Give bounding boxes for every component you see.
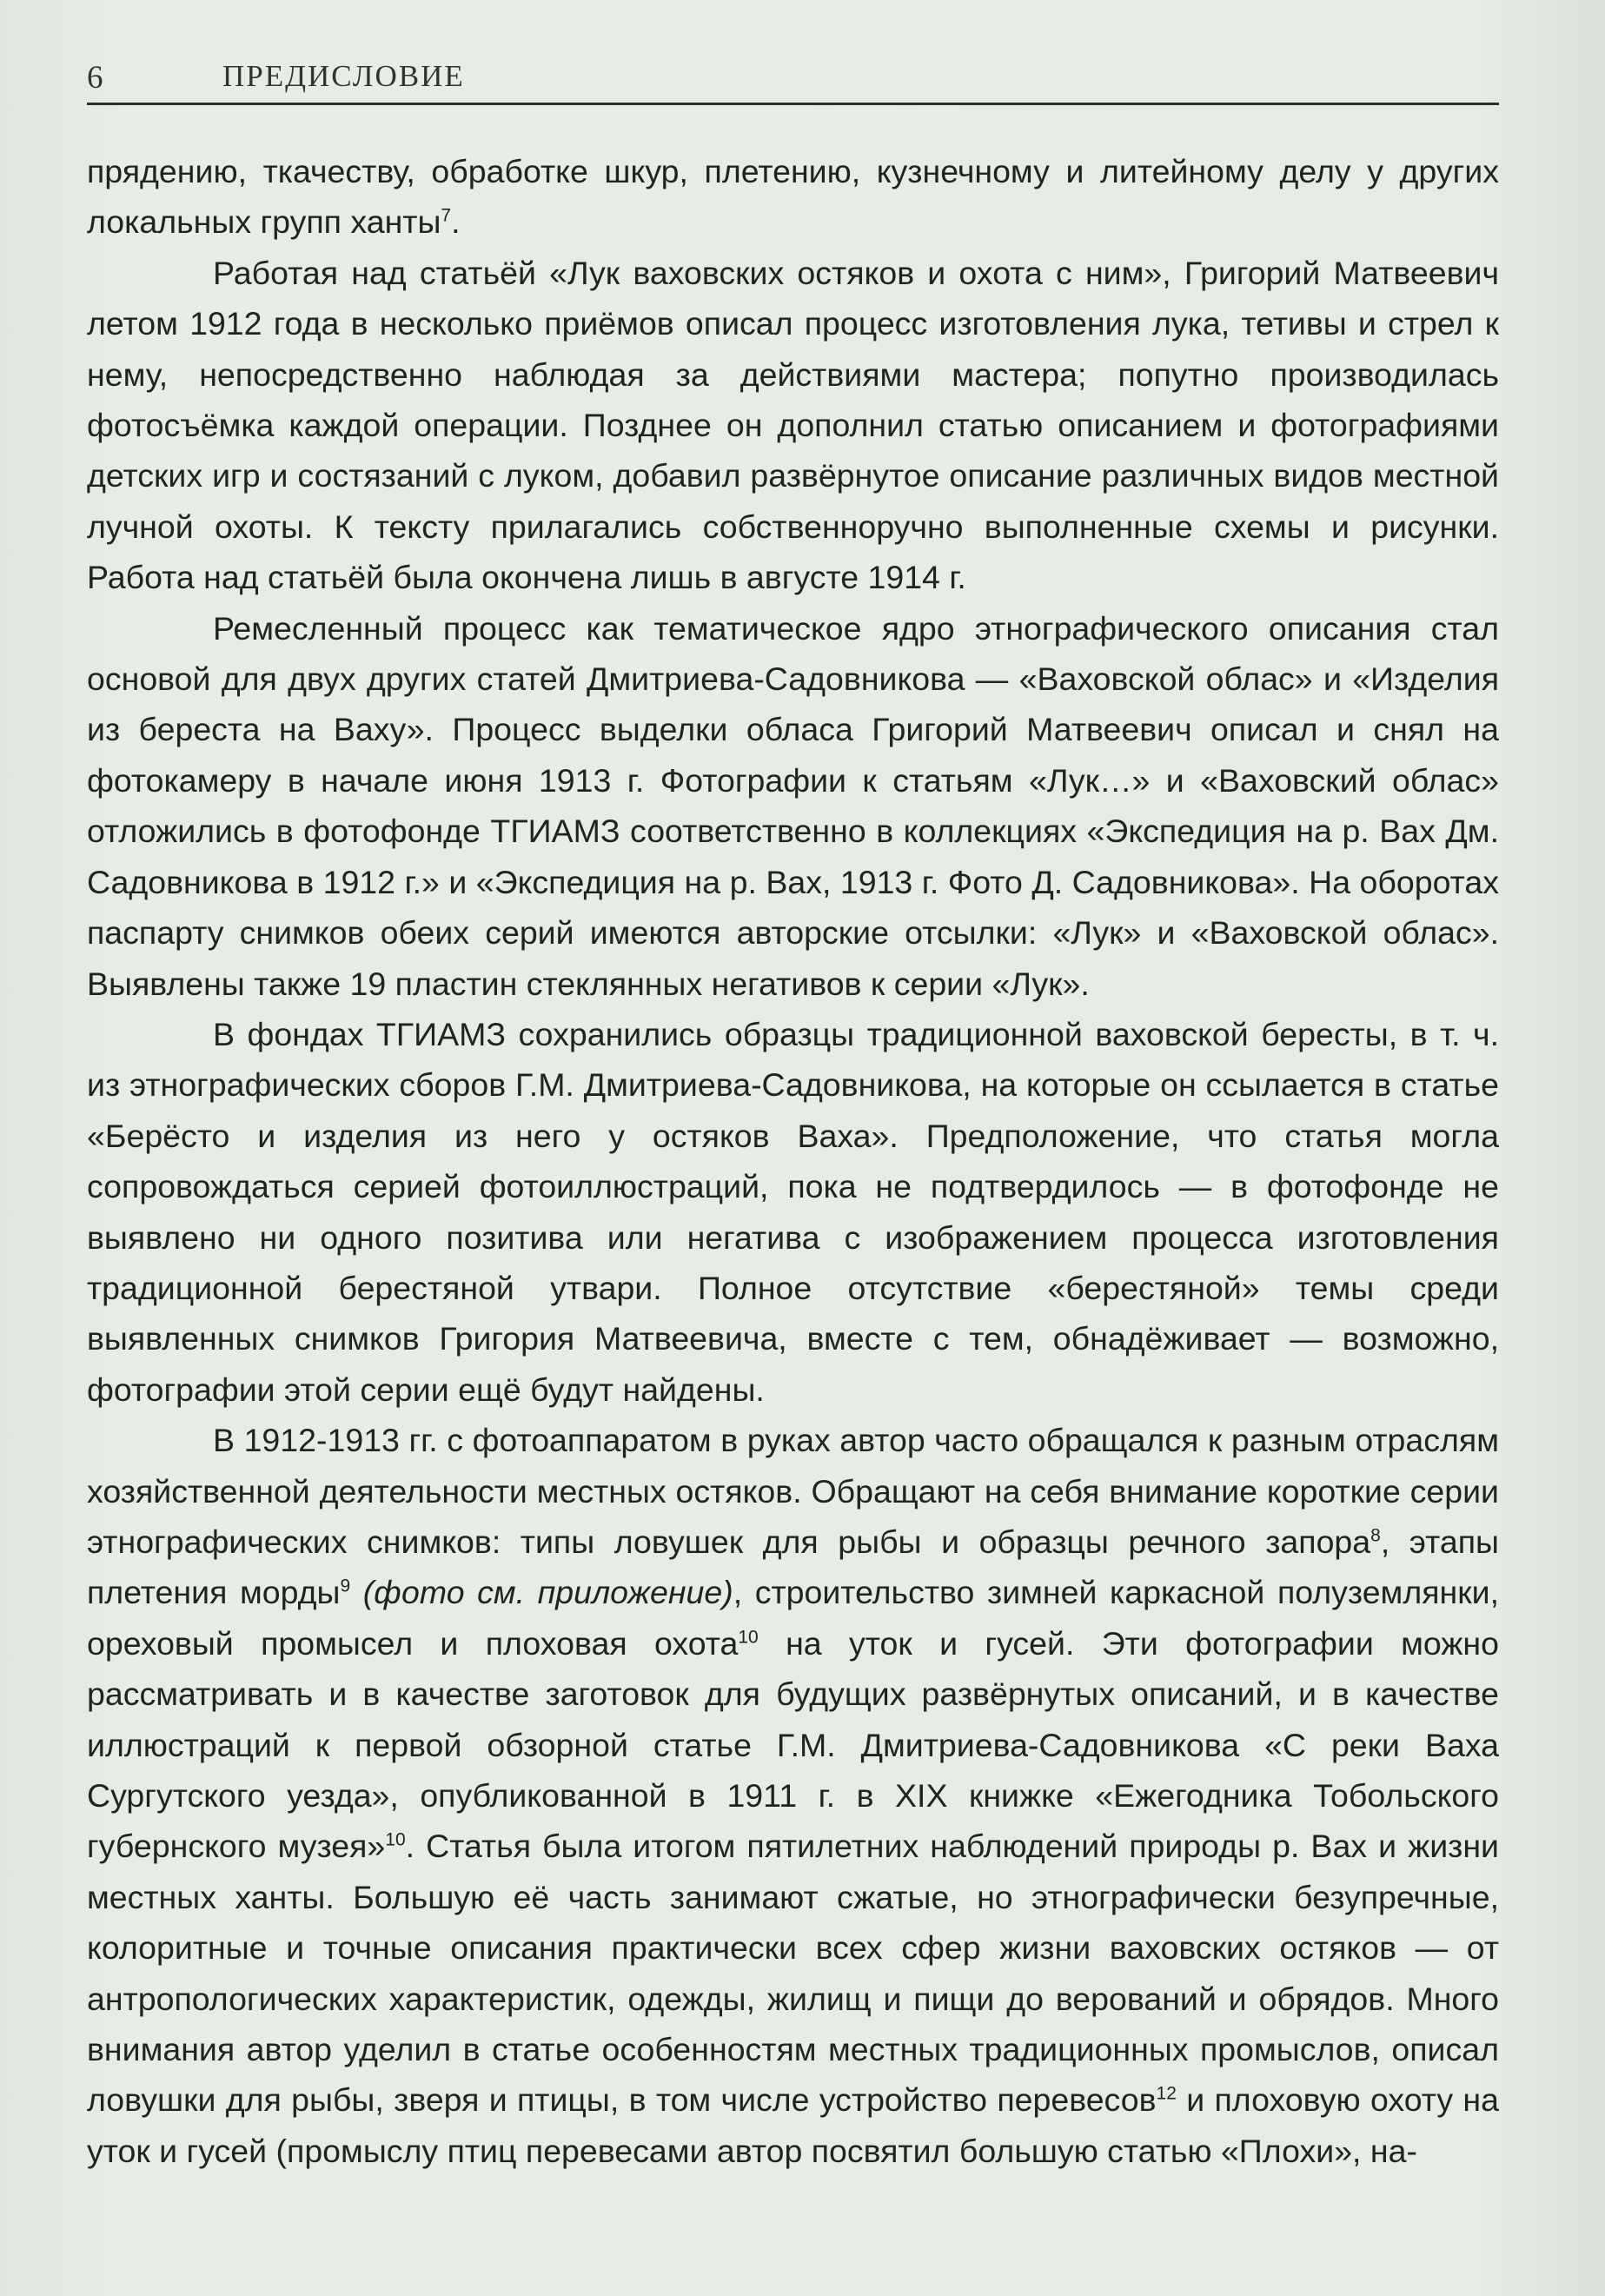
text-run: Ремесленный процесс как тематическое ядро этнографического описания стал основой для двух других статей Дмитриева-Садовникова — «Ваховской облас» и «Изделия из береста на Ваху». Процесс выделки обласа Григорий Матвеевич описал и снял на фотокамеру в начале июня 1913 г. Фотографии к статьям «Лук…» и «Ваховский облас» отложились в фотофонде ТГИАМЗ соответственно в коллекциях «Экспедиция на р. Вах Дм. Садовникова в 1912 г.» и «Экспедиция на р. Вах, 1913 г. Фото Д. Садовникова». На оборотах паспарту снимков обеих серий имеются авторские отсылки: «Лук» и «Ваховской облас». Выявлены также 19 пластин стеклянных негативов к серии «Лук». [87,609,1499,1002]
footnote-ref[interactable]: 10 [738,1627,759,1648]
paragraph-continuation [87,146,1499,248]
paragraph [87,248,1499,603]
footnote-ref[interactable]: 9 [340,1576,351,1596]
running-title: ПРЕДИСЛОВИЕ [222,59,465,93]
paragraph [87,1009,1499,1415]
footnote-ref[interactable]: 7 [441,205,452,226]
text-run: . [451,203,461,241]
text-run: , этапы плетения морды [87,1523,1499,1611]
footnote-ref[interactable]: 8 [1370,1525,1381,1546]
text-run: В 1912-1913 гг. с фотоаппаратом в руках автор часто обращался к разным отраслям хозяйственной деятельности местных остяков. Обращают на себя внимание короткие серии этнографических снимков: типы ловушек для рыбы и образцы речного запора [87,1422,1499,1560]
text-run [350,1574,363,1610]
text-run: . Статья была итогом пятилетних наблюдений природы р. Вах и жизни местных ханты. Большую её часть занимают сжатые, но этнографически безупречные, колоритные и точные описания практически всех сфер жизни ваховских остяков — от антропологических характеристик, одежды, жилищ и пищи до верований и обрядов. Много внимания автор уделил в статье особенностям местных традиционных промыслов, описал ловушки для рыбы, зверя и птицы, в том числе устройство перевесов [87,1828,1499,2119]
page-number: 6 [87,60,103,96]
text-run: на уток и гусей. Эти фотографии можно рассматривать и в качестве заготовок для будущих развёрнутых описаний, и в качестве иллюстраций к первой обзорной статье Г.М. Дмитриева-Садовникова «С реки Ваха Сургутского уезда», опубликованной в 1911 г. в XIX книжке «Ежегодника Тобольского губернского музея» [87,1624,1499,1865]
text-run: и плоховую охоту на уток и гусей (промыслу птиц перевесами автор посвятил большую статью «Плохи», на- [87,2081,1499,2169]
text-run: В фондах ТГИАМЗ сохранились образцы традиционной ваховской бересты, в т. ч. из этнографических сборов Г.М. Дмитриева-Садовникова, на которые он ссылается в статье «Берёсто и изделия из него у остяков Ваха». Предположение, что статья могла сопровождаться серией фотоиллюстраций, пока не подтвердилось — в фотофонде не выявлено ни одного позитива или негатива с изображением процесса изготовления традиционной берестяной утвари. Полное отсутствие «берестяной» темы среди выявленных снимков Григория Матвеевича, вместе с тем, обнадёживает — возможно, фотографии этой серии ещё будут найдены. [87,1015,1499,1408]
body-text [87,146,1499,2176]
text-run: , строительство зимней каркасной полуземлянки, ореховый промысел и плоховая охота [87,1574,1500,1662]
running-header [87,52,1499,106]
header-rule [87,103,1499,105]
italic-note: (фото см. приложение) [362,1574,733,1611]
paragraph [87,1415,1499,2176]
text-run: прядению, ткачеству, обработке шкур, плетению, кузнечному и литейному делу у других локальных групп ханты [87,153,1499,241]
footnote-ref[interactable]: 12 [1156,2083,1177,2104]
text-run: Работая над статьёй «Лук ваховских остяков и охота с ним», Григорий Матвеевич летом 1912 года в несколько приёмов описал процесс изготовления лука, тетивы и стрел к нему, непосредственно наблюдая за действиями мастера; попутно производилась фотосъёмка каждой операции. Позднее он дополнил статью описанием и фотографиями детских игр и состязаний с луком, добавил развёрнутое описание различных видов местной лучной охоты. К тексту прилагались собственноручно выполненные схемы и рисунки. Работа над статьёй была окончена лишь в августе 1914 г. [87,254,1499,596]
paragraph [87,603,1499,1009]
footnote-ref[interactable]: 10 [385,1829,406,1850]
